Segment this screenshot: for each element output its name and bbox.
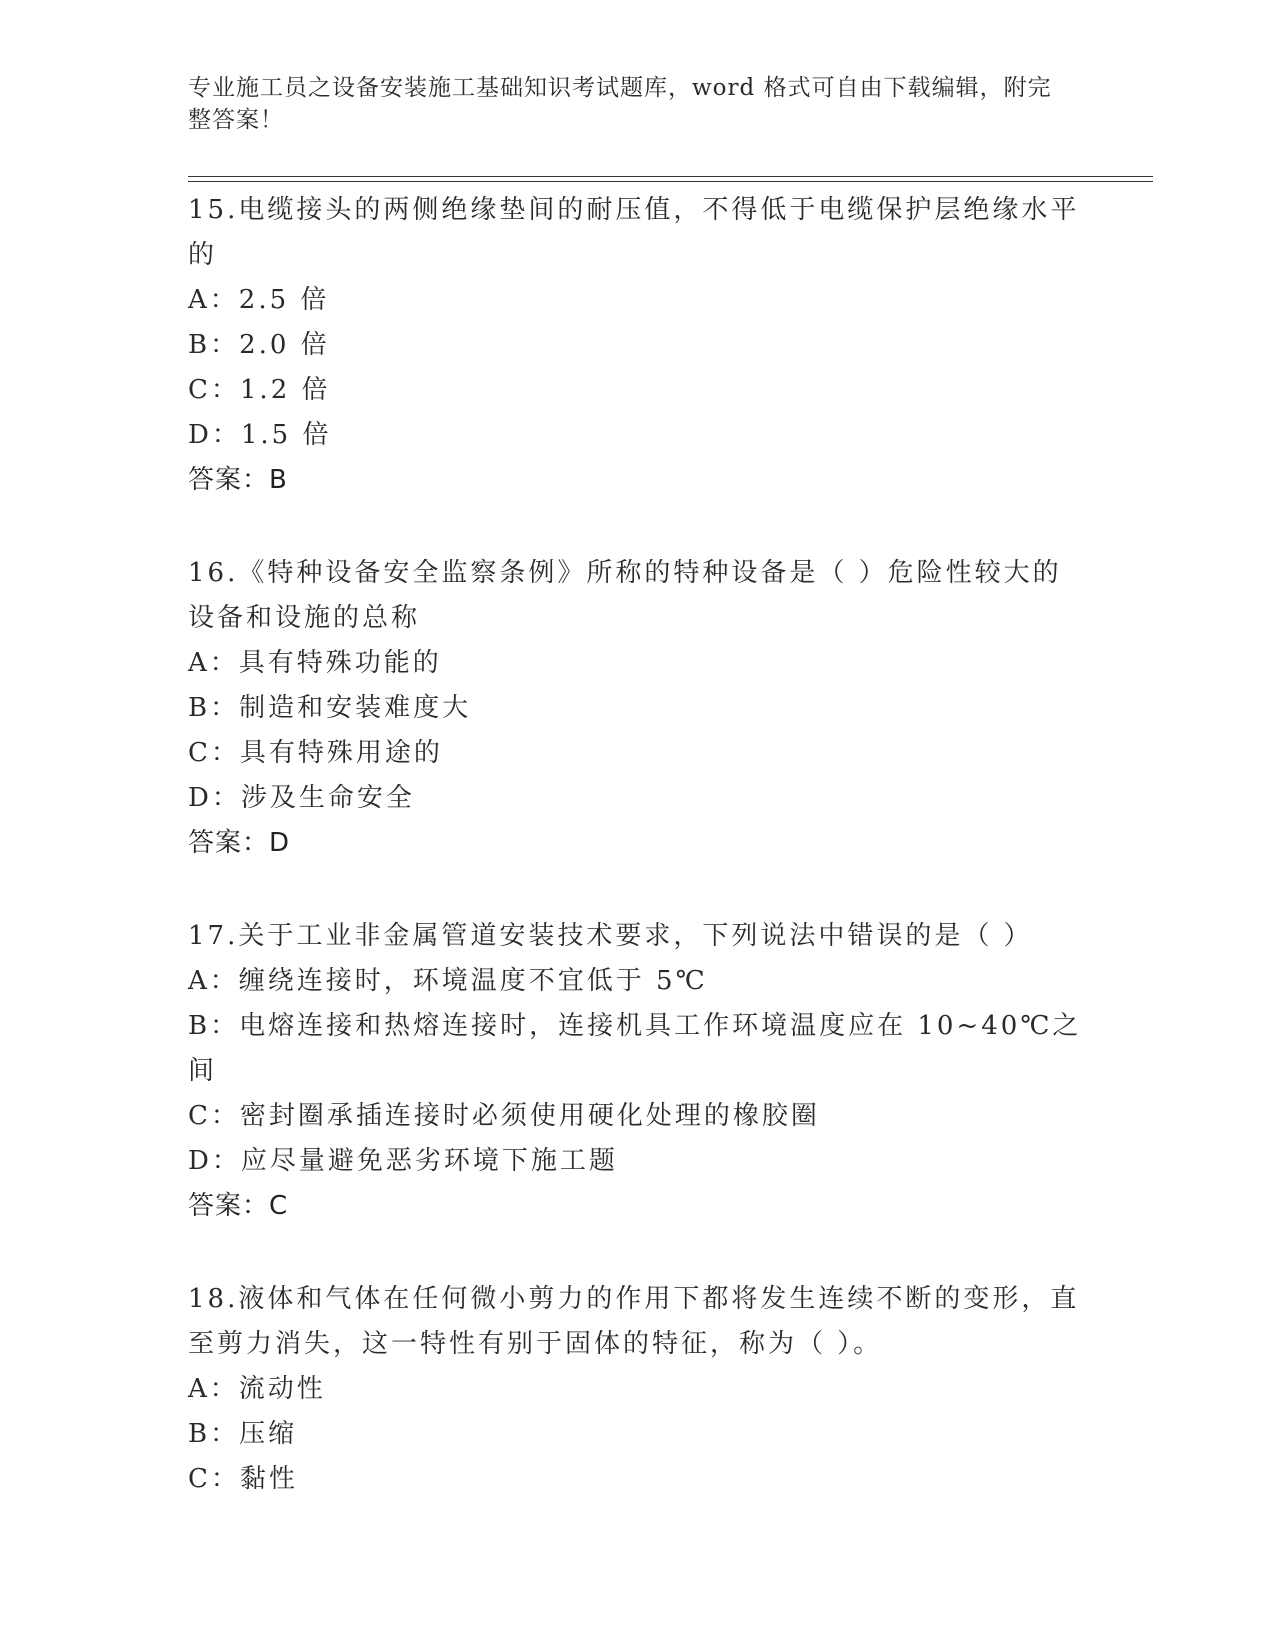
question-stem: 16.《特种设备安全监察条例》所称的特种设备是（ ）危险性较大的设备和设施的总称 (188, 558, 1062, 633)
option-c: C：密封圈承插连接时必须使用硬化处理的橡胶圈 (188, 1101, 820, 1131)
option-a: A：2.5 倍 (188, 285, 330, 315)
option-c: C：具有特殊用途的 (188, 738, 443, 768)
option-b: B：电熔连接和热熔连接时，连接机具工作环境温度应在 10~40℃之间 (188, 1011, 1082, 1086)
question-list (188, 188, 1088, 1550)
option-b: B：制造和安装难度大 (188, 693, 472, 723)
question-17 (188, 914, 1088, 1229)
document-header: 专业施工员之设备安装施工基础知识考试题库，word 格式可自由下载编辑，附完整答案！ (188, 75, 1052, 133)
answer-line: 答案：B (188, 465, 288, 495)
question-15 (188, 188, 1088, 503)
option-b: B：2.0 倍 (188, 330, 330, 360)
question-stem: 17.关于工业非金属管道安装技术要求，下列说法中错误的是（ ） (188, 921, 1033, 951)
question-18 (188, 1277, 1088, 1502)
option-c: C：黏性 (188, 1464, 298, 1494)
header-divider-bottom (188, 181, 1153, 182)
question-stem: 15.电缆接头的两侧绝缘垫间的耐压值，不得低于电缆保护层绝缘水平的 (188, 195, 1080, 270)
question-stem: 18.液体和气体在任何微小剪力的作用下都将发生连续不断的变形，直至剪力消失，这一特性有别于固体的特征，称为（ ）。 (188, 1284, 1080, 1359)
option-a: A：流动性 (188, 1374, 326, 1404)
question-16 (188, 551, 1088, 866)
answer-line: 答案：C (188, 1191, 289, 1221)
option-a: A：具有特殊功能的 (188, 648, 442, 678)
answer-line: 答案：D (188, 828, 291, 858)
header-divider-top (188, 176, 1153, 177)
option-d: D：应尽量避免恶劣环境下施工题 (188, 1146, 618, 1176)
option-c: C：1.2 倍 (188, 375, 331, 405)
option-d: D：涉及生命安全 (188, 783, 415, 813)
option-d: D：1.5 倍 (188, 420, 332, 450)
option-a: A：缠绕连接时，环境温度不宜低于 5℃ (188, 966, 708, 996)
option-b: B：压缩 (188, 1419, 298, 1449)
